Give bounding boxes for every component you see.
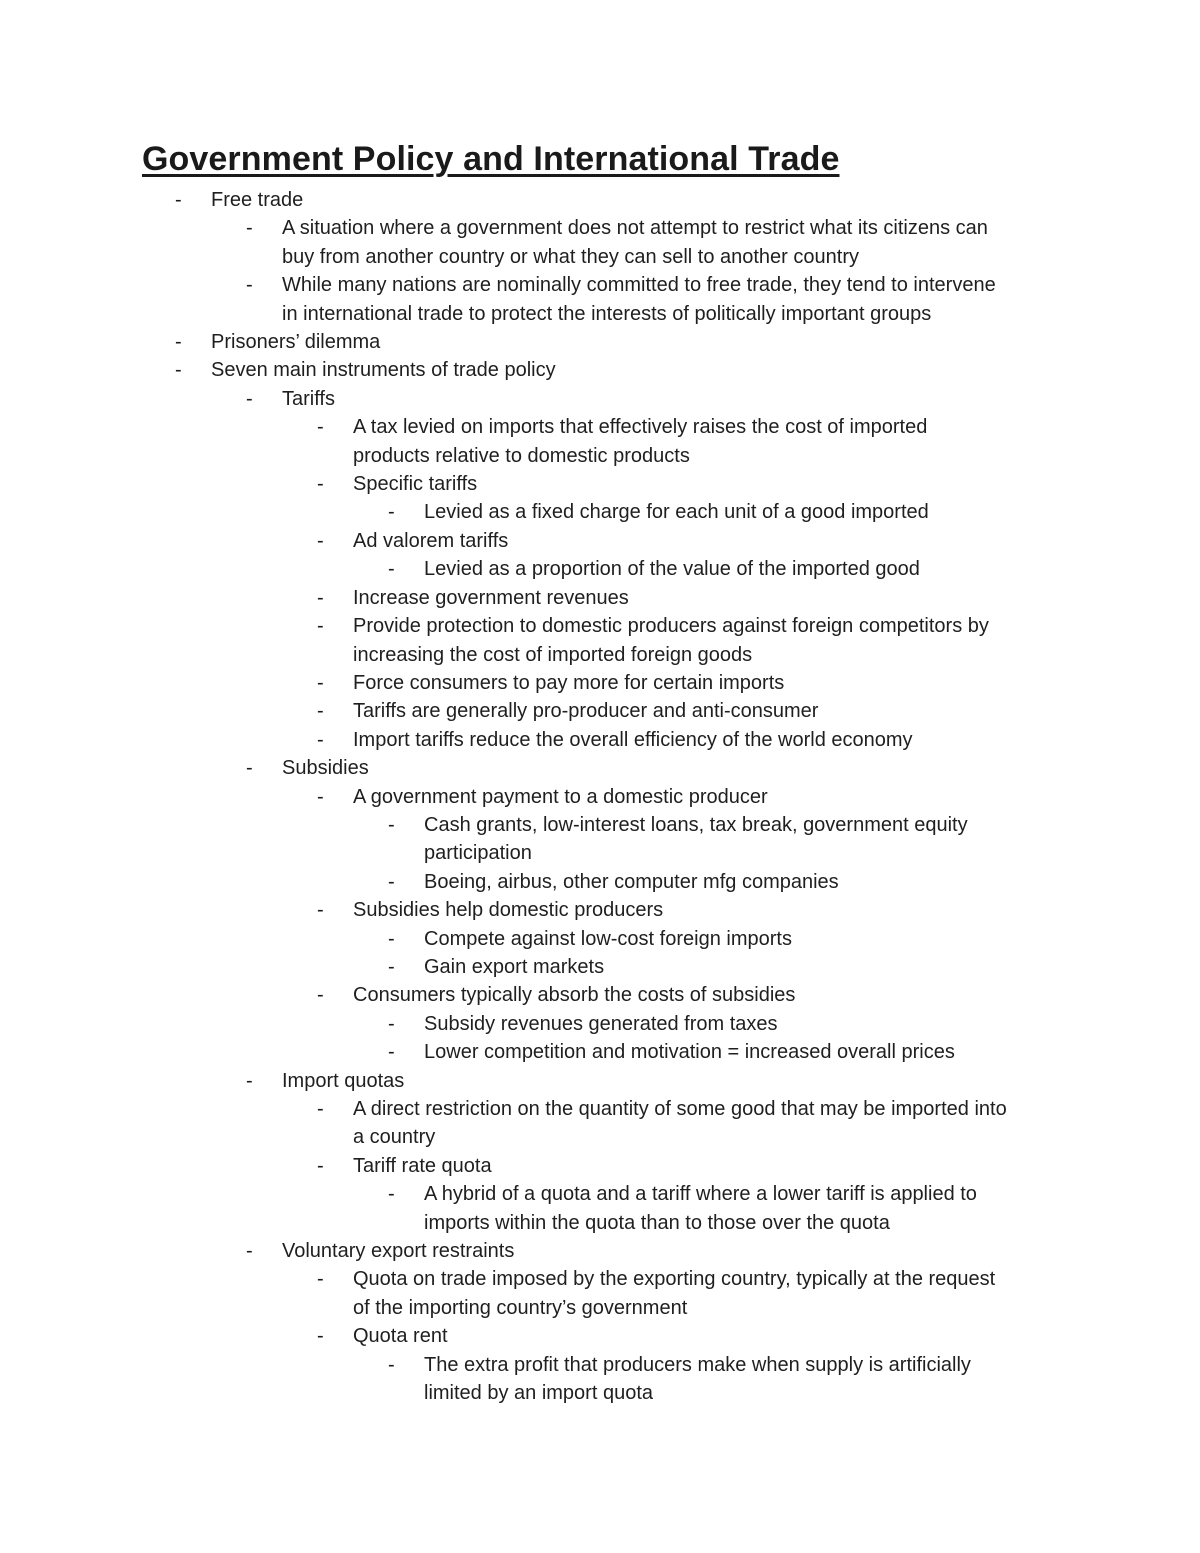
bullet-item-text: Prisoners’ dilemma (211, 331, 381, 354)
bullet-item-text: A situation where a government does not attempt to restrict what its citizens can buy from another country or what they can sell to another country (282, 217, 988, 268)
bullet-dash-marker: - (317, 586, 324, 609)
bullet-item-text: Import quotas (282, 1069, 405, 1092)
bullet-item-level-3 (0, 981, 1200, 1009)
bullet-item-level-2 (0, 754, 1200, 782)
bullet-item-text: Force consumers to pay more for certain imports (353, 671, 785, 694)
bullet-item-level-4 (0, 953, 1200, 981)
bullet-item-text: A direct restriction on the quantity of some good that may be imported into a country (353, 1098, 1007, 1149)
bullet-item-text: Cash grants, low-interest loans, tax break, government equity participation (424, 813, 968, 865)
bullet-dash-marker: - (175, 331, 182, 354)
bullet-dash-marker: - (317, 416, 324, 439)
bullet-item-level-2 (0, 1067, 1200, 1095)
bullet-item-text: Quota rent (353, 1325, 448, 1348)
bullet-dash-marker: - (246, 1240, 253, 1263)
bullet-dash-marker: - (388, 870, 395, 893)
bullet-item-text: While many nations are nominally committed to free trade, they tend to intervene in international trade to protect the interests of politically important groups (282, 274, 996, 325)
bullet-item-text: Ad valorem tariffs (353, 529, 509, 552)
bullet-item-level-1 (0, 356, 1200, 384)
bullet-item-level-2 (0, 214, 1200, 271)
bullet-dash-marker: - (317, 700, 324, 723)
bullet-item-text: The extra profit that producers make when supply is artificially limited by an import quota (424, 1353, 971, 1405)
bullet-item-text: Voluntary export restraints (282, 1240, 515, 1263)
bullet-item-level-2 (0, 1237, 1200, 1265)
bullet-item-level-4 (0, 1351, 1200, 1408)
bullet-item-level-2 (0, 271, 1200, 328)
bullet-item-level-4 (0, 1010, 1200, 1038)
bullet-item-text: Levied as a fixed charge for each unit of a good imported (424, 501, 929, 524)
bullet-item-level-4 (0, 555, 1200, 583)
bullet-item-text: Provide protection to domestic producers against foreign competitors by increasing the cost of imported foreign goods (353, 615, 989, 666)
bullet-dash-marker: - (317, 615, 324, 638)
bullet-item-text: Consumers typically absorb the costs of subsidies (353, 984, 796, 1007)
bullet-dash-marker: - (317, 728, 324, 751)
bullet-dash-marker: - (317, 529, 324, 552)
bullet-item-text: Gain export markets (424, 955, 605, 978)
bullet-item-text: Boeing, airbus, other computer mfg companies (424, 870, 839, 893)
bullet-dash-marker: - (317, 1325, 324, 1348)
bullet-item-text: Subsidy revenues generated from taxes (424, 1012, 778, 1035)
bullet-dash-marker: - (317, 1154, 324, 1177)
bullet-dash-marker: - (388, 1353, 395, 1376)
bullet-item-text: Tariffs are generally pro-producer and anti-consumer (353, 700, 819, 723)
bullet-dash-marker: - (317, 899, 324, 922)
bullet-dash-marker: - (388, 558, 395, 581)
bullet-item-level-1 (0, 328, 1200, 356)
bullet-item-level-3 (0, 413, 1200, 470)
bullet-item-text: Compete against low-cost foreign imports (424, 927, 792, 950)
bullet-dash-marker: - (317, 1098, 324, 1120)
bullet-item-level-3 (0, 1322, 1200, 1350)
bullet-item-level-4 (0, 868, 1200, 896)
bullet-item-text: Levied as a proportion of the value of the imported good (424, 558, 920, 581)
bullet-dash-marker: - (388, 955, 395, 978)
bullet-item-level-3 (0, 669, 1200, 697)
bullet-item-level-4 (0, 1180, 1200, 1237)
bullet-item-text: Tariffs (282, 387, 335, 410)
bullet-item-text: Quota on trade imposed by the exporting country, typically at the request of the importing country’s government (353, 1268, 996, 1319)
bullet-item-text: Seven main instruments of trade policy (211, 359, 556, 382)
bullet-dash-marker: - (246, 217, 253, 240)
bullet-item-level-3 (0, 1095, 1200, 1152)
bullet-dash-marker: - (246, 757, 253, 780)
bullet-item-level-4 (0, 498, 1200, 526)
bullet-outline (0, 186, 1200, 1407)
bullet-dash-marker: - (388, 927, 395, 950)
bullet-dash-marker: - (175, 189, 182, 211)
bullet-dash-marker: - (388, 1183, 395, 1206)
bullet-item-level-3 (0, 1265, 1200, 1322)
bullet-dash-marker: - (175, 359, 182, 382)
bullet-item-level-3 (0, 1152, 1200, 1180)
bullet-dash-marker: - (317, 473, 324, 496)
bullet-dash-marker: - (317, 785, 324, 808)
bullet-item-text: Lower competition and motivation = increased overall prices (424, 1041, 955, 1064)
bullet-item-text: Free trade (211, 189, 304, 211)
bullet-item-level-1 (0, 186, 1200, 214)
bullet-item-level-3 (0, 612, 1200, 669)
bullet-item-level-2 (0, 385, 1200, 413)
bullet-item-text: Specific tariffs (353, 473, 478, 496)
bullet-dash-marker: - (317, 1268, 324, 1291)
bullet-item-level-3 (0, 470, 1200, 498)
bullet-item-level-4 (0, 811, 1200, 868)
bullet-dash-marker: - (246, 387, 253, 410)
bullet-item-text: Increase government revenues (353, 586, 629, 609)
bullet-item-text: A tax levied on imports that effectively raises the cost of imported products relative to domestic products (353, 416, 928, 467)
bullet-item-level-3 (0, 896, 1200, 924)
bullet-item-text: Subsidies (282, 757, 369, 780)
bullet-dash-marker: - (246, 274, 253, 297)
bullet-item-level-4 (0, 1038, 1200, 1066)
bullet-item-level-3 (0, 726, 1200, 754)
bullet-dash-marker: - (388, 1012, 395, 1035)
bullet-item-text: Import tariffs reduce the overall efficiency of the world economy (353, 728, 913, 751)
bullet-item-text: Tariff rate quota (353, 1154, 492, 1177)
bullet-item-level-3 (0, 783, 1200, 811)
bullet-dash-marker: - (388, 813, 395, 836)
bullet-dash-marker: - (317, 984, 324, 1007)
document-title: Government Policy and International Trade (142, 140, 840, 178)
bullet-item-level-3 (0, 527, 1200, 555)
bullet-item-text: Subsidies help domestic producers (353, 899, 664, 922)
bullet-item-level-4 (0, 925, 1200, 953)
bullet-item-text: A hybrid of a quota and a tariff where a lower tariff is applied to imports within the quota than to those over the quota (424, 1183, 977, 1234)
bullet-dash-marker: - (246, 1069, 253, 1092)
bullet-dash-marker: - (388, 501, 395, 524)
bullet-item-text: A government payment to a domestic producer (353, 785, 768, 808)
bullet-dash-marker: - (388, 1041, 395, 1064)
bullet-item-level-3 (0, 697, 1200, 725)
bullet-dash-marker: - (317, 671, 324, 694)
bullet-item-level-3 (0, 584, 1200, 612)
